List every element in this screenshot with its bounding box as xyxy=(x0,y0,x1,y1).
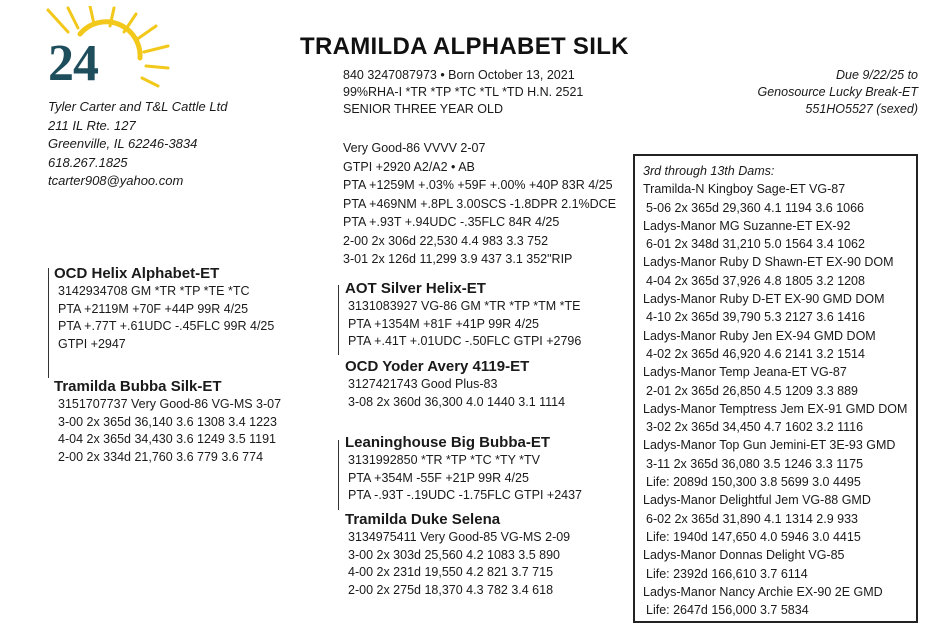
sire-block xyxy=(54,264,274,353)
cow-gtpi: GTPI +2920 A2/A2 • AB xyxy=(343,159,475,174)
ancestor-dam-lifetime: Life: 2647d 156,000 3.7 5834 xyxy=(646,603,809,618)
sire-sire-block xyxy=(345,279,581,351)
dam-block xyxy=(54,377,281,466)
ancestor-dam-lifetime: Life: 2392d 166,610 3.7 6114 xyxy=(646,566,808,581)
dam-name: Tramilda Bubba Silk-ET xyxy=(54,378,222,395)
dam-dam-name: Tramilda Duke Selena xyxy=(345,511,501,528)
cow-record-1: 2-00 2x 306d 22,530 4.4 983 3.3 752 xyxy=(343,233,549,248)
ancestor-dam-name: Ladys-Manor Ruby D Shawn-ET EX-90 DOM xyxy=(643,255,894,270)
logo xyxy=(18,6,178,106)
cow-class-line: SENIOR THREE YEAR OLD xyxy=(343,102,503,116)
ancestor-dam-name: Tramilda-N Kingboy Sage-ET VG-87 xyxy=(643,182,846,197)
due-info xyxy=(758,67,919,118)
ancestor-dam-name: Ladys-Manor Temptress Jem EX-91 GMD DOM xyxy=(643,401,908,416)
ancestor-dam-record: 4-04 2x 365d 37,926 4.8 1805 3.2 1208 xyxy=(646,273,865,288)
logo-number: 24 xyxy=(48,35,98,92)
ancestor-dam-record: 3-11 2x 365d 36,080 3.5 1246 3.3 1175 xyxy=(646,456,864,471)
cow-genetics-line: 99%RHA-I *TR *TP *TC *TL *TD H.N. 2521 xyxy=(343,85,584,99)
page-title: TRAMILDA ALPHABET SILK xyxy=(300,33,629,60)
consignor-name: Tyler Carter and T&L Cattle Ltd xyxy=(48,99,228,114)
sire-name: OCD Helix Alphabet-ET xyxy=(54,265,220,282)
consignor-phone: 618.267.1825 xyxy=(48,154,128,170)
sire-sire-line: PTA +.41T +.01UDC -.50FLC GTPI +2796 xyxy=(348,334,582,348)
dam-dam-line: 4-00 2x 231d 19,550 4.2 821 3.7 715 xyxy=(348,565,554,579)
dam-sire-line: 3131992850 *TR *TP *TC *TY *TV xyxy=(348,453,540,467)
ancestor-dam-name: Ladys-Manor Temp Jeana-ET VG-87 xyxy=(643,365,847,380)
ancestor-dams-box xyxy=(633,154,918,623)
dam-sire-line: PTA +354M -55F +21P 99R 4/25 xyxy=(348,470,529,485)
pedigree-line xyxy=(48,268,49,378)
sire-dam-name: OCD Yoder Avery 4119-ET xyxy=(345,358,530,375)
cow-info xyxy=(343,67,583,118)
ancestor-dam-name: Ladys-Manor Top Gun Jemini-ET 3E-93 GMD xyxy=(643,438,896,453)
dam-line: 3151707737 Very Good-86 VG-MS 3-07 xyxy=(58,397,282,411)
cow-pta-2: PTA +469NM +.8PL 3.00SCS -1.8DPR 2.1%DCE xyxy=(343,196,617,211)
sire-line: PTA +2119M +70F +44P 99R 4/25 xyxy=(58,301,249,316)
ancestor-dam-name: Ladys-Manor Nancy Archie EX-90 2E GMD xyxy=(643,584,883,599)
ancestor-dam-record: 2-01 2x 365d 26,850 4.5 1209 3.3 889 xyxy=(646,383,858,398)
ancestor-dam-record: 5-06 2x 365d 29,360 4.1 1194 3.6 1066 xyxy=(646,200,865,215)
cow-pta-1: PTA +1259M +.03% +59F +.00% +40P 83R 4/25 xyxy=(343,178,613,192)
cow-classification: Very Good-86 VVVV 2-07 xyxy=(343,141,486,155)
consignor-address-1: 211 IL Rte. 127 xyxy=(48,117,136,133)
sire-dam-line: 3-08 2x 360d 36,300 4.0 1440 3.1 1114 xyxy=(348,394,566,409)
cow-pta-3: PTA +.93T +.94UDC -.35FLC 84R 4/25 xyxy=(343,215,560,229)
ancestor-dams-header: 3rd through 13th Dams: xyxy=(643,164,775,178)
dam-sire-line: PTA -.93T -.19UDC -1.75FLC GTPI +2437 xyxy=(348,488,583,502)
sire-sire-line: 3131083927 VG-86 GM *TR *TP *TM *TE xyxy=(348,299,581,313)
pedigree-line xyxy=(338,440,339,510)
sire-dam-line: 3127421743 Good Plus-83 xyxy=(348,377,498,391)
due-sire-code: 551HO5527 (sexed) xyxy=(805,102,918,116)
ancestor-dam-name: Ladys-Manor Donnas Delight VG-85 xyxy=(643,548,845,563)
ancestor-dam-lifetime: Life: 2089d 150,300 3.8 5699 3.0 4495 xyxy=(646,475,861,490)
consignor-block xyxy=(48,98,227,191)
sire-sire-name: AOT Silver Helix-ET xyxy=(345,280,486,297)
sire-line: PTA +.77T +.61UDC -.45FLC 99R 4/25 xyxy=(58,319,275,333)
ancestor-dam-record: 4-02 2x 365d 46,920 4.6 2141 3.2 1514 xyxy=(646,346,865,361)
sun-icon xyxy=(18,6,178,106)
sire-line: GTPI +2947 xyxy=(58,336,126,351)
due-sire: Genosource Lucky Break-ET xyxy=(757,85,918,99)
ancestor-dam-record: 4-10 2x 365d 39,790 5.3 2127 3.6 1416 xyxy=(646,310,865,325)
dam-line: 2-00 2x 334d 21,760 3.6 779 3.6 774 xyxy=(58,449,264,464)
ancestor-dam-record: 6-02 2x 365d 31,890 4.1 1314 2.9 933 xyxy=(646,511,858,526)
ancestor-dam-name: Ladys-Manor Ruby Jen EX-94 GMD DOM xyxy=(643,328,876,343)
dam-dam-line: 3-00 2x 303d 25,560 4.2 1083 3.5 890 xyxy=(348,547,560,562)
sire-sire-line: PTA +1354M +81F +41P 99R 4/25 xyxy=(348,316,539,331)
ancestor-dam-name: Ladys-Manor Delightful Jem VG-88 GMD xyxy=(643,493,871,508)
consignor-email: tcarter908@yahoo.com xyxy=(48,173,184,188)
dam-line: 4-04 2x 365d 34,430 3.6 1249 3.5 1191 xyxy=(58,432,277,446)
ancestor-dam-lifetime: Life: 1940d 147,650 4.0 5946 3.0 4415 xyxy=(646,529,861,544)
cow-id-line: 840 3247087973 • Born October 13, 2021 xyxy=(343,68,575,82)
cow-record-2: 3-01 2x 126d 11,299 3.9 437 3.1 352"RIP xyxy=(343,252,573,266)
dam-sire-block xyxy=(345,433,582,505)
ancestor-dam-name: Ladys-Manor Ruby D-ET EX-90 GMD DOM xyxy=(643,292,885,307)
ancestor-dam-name: Ladys-Manor MG Suzanne-ET EX-92 xyxy=(643,218,851,233)
dam-dam-line: 2-00 2x 275d 18,370 4.3 782 3.4 618 xyxy=(348,582,554,597)
pedigree-line xyxy=(338,285,339,355)
due-date: Due 9/22/25 to xyxy=(835,68,918,82)
dam-line: 3-00 2x 365d 36,140 3.6 1308 3.4 1223 xyxy=(58,414,277,429)
consignor-address-2: Greenville, IL 62246-3834 xyxy=(48,136,198,151)
sire-line: 3142934708 GM *TR *TP *TE *TC xyxy=(58,284,250,298)
ancestor-dam-record: 3-02 2x 365d 34,450 4.7 1602 3.2 1116 xyxy=(646,420,864,435)
sire-dam-block xyxy=(345,357,565,411)
cow-detail xyxy=(343,139,616,269)
dam-sire-name: Leaninghouse Big Bubba-ET xyxy=(345,434,550,451)
dam-dam-block xyxy=(345,510,570,599)
ancestor-dam-record: 6-01 2x 348d 31,210 5.0 1564 3.4 1062 xyxy=(646,237,865,252)
dam-dam-line: 3134975411 Very Good-85 VG-MS 2-09 xyxy=(348,530,571,544)
